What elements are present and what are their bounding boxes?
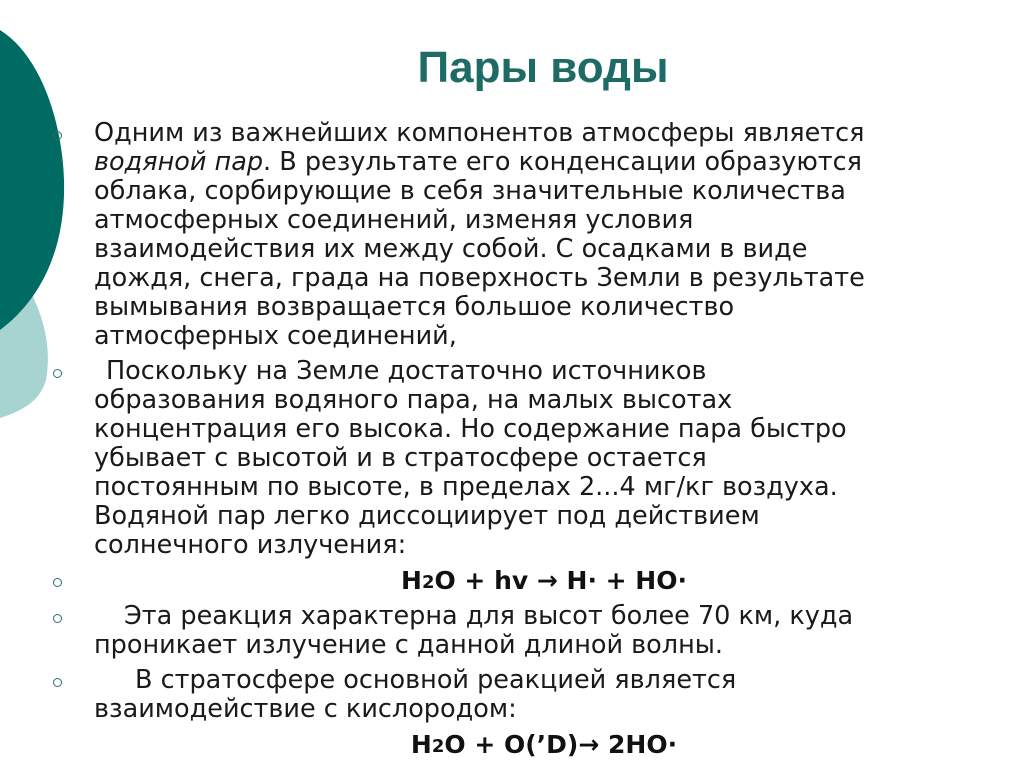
- text-line: атмосферных соединений,: [94, 321, 457, 351]
- paragraph-water-vapor: [94, 119, 994, 351]
- formula-part: O + hv → H· + HO·: [434, 566, 687, 595]
- text-line: облака, сорбирующие в себя значительные количества: [94, 176, 846, 206]
- text-fragment: . В результате его конденсации образуются: [263, 147, 863, 177]
- paragraph-reaction-altitude: [94, 602, 994, 660]
- bullet-circle-icon: [53, 678, 62, 687]
- text-line: [94, 148, 994, 177]
- text-line: взаимодействия их между собой. С осадками в виде: [94, 234, 808, 264]
- text-line: Эта реакция характерна для высот более 70 км, куда: [124, 601, 854, 631]
- bullet-circle-icon: [53, 578, 62, 587]
- text-line: солнечного излучения:: [94, 530, 407, 560]
- paragraph-stratosphere: [94, 666, 994, 724]
- text-line: проникает излучение с данной длиной волны.: [94, 630, 723, 660]
- text-line: концентрация его высока. Но содержание пара быстро: [94, 414, 847, 444]
- italic-term: водяной пар: [94, 147, 264, 177]
- text-line: дождя, снега, града на поверхность Земли в результате: [94, 263, 865, 293]
- text-line: образования водяного пара, на малых высотах: [94, 385, 733, 415]
- formula-part: H: [401, 566, 422, 595]
- slide-content: [0, 119, 1024, 768]
- text-line: Одним из важнейших компонентов атмосферы является: [94, 118, 865, 148]
- formula-photodissociation: [94, 566, 994, 597]
- formula-oxygen-reaction: [94, 730, 994, 761]
- text-line: вымывания возвращается большое количество: [94, 292, 735, 322]
- text-line: постоянным по высоте, в пределах 2...4 мг/кг воздуха.: [94, 472, 838, 502]
- text-line: атмосферных соединений, изменяя условия: [94, 205, 694, 235]
- formula-part: H: [410, 730, 432, 759]
- bullet-circle-icon: [53, 131, 62, 140]
- text-line: Поскольку на Земле достаточно источников: [106, 356, 707, 386]
- text-line: убывает с высотой и в стратосфере остается: [94, 443, 707, 473]
- slide-title: Пары воды: [417, 43, 669, 92]
- paragraph-altitude: [94, 357, 994, 560]
- formula-part: O + O(’D)→ 2HO·: [444, 730, 678, 759]
- formula-subscript: 2: [421, 572, 435, 594]
- text-line: взаимодействие с кислородом:: [94, 694, 517, 724]
- text-line: В стратосфере основной реакцией является: [135, 665, 737, 695]
- formula-subscript: 2: [431, 736, 445, 758]
- bullet-circle-icon: [53, 369, 62, 378]
- bullet-circle-icon: [53, 614, 62, 623]
- text-line: Водяной пар легко диссоциирует под действием: [94, 501, 760, 531]
